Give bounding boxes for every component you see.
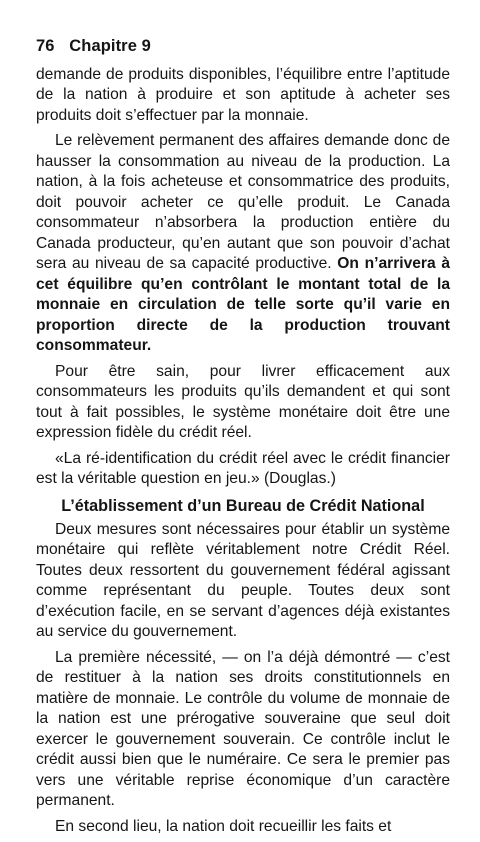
paragraph-consumption-text: Le relèvement permanent des affaires demande donc de hausser la consommation au niveau de la production. La nation, à la fois acheteuse et consommatrice des produits, doit pouvoir acheter ce qu’elle produit. Le Canada consommateur n’absorbera la production entière du Canada producteur, qu’en autant que son pouvoir d’achat sera au niveau de sa capacité productive. xyxy=(36,132,450,272)
running-head xyxy=(36,36,450,57)
paragraph-consumption-emphasis: On n’arrivera à cet équilibre qu’en contrôlant le montant total de la monnaie en circulation de telle sorte qu’il varie en proportion directe de la production trouvant consommateur. xyxy=(36,255,450,354)
paragraph-consumption xyxy=(36,131,450,357)
douglas-quote: «La ré-identification du crédit réel avec le crédit financier est la véritable question en jeu.» (Douglas.) xyxy=(36,449,450,487)
paragraph-two-measures: Deux mesures sont nécessaires pour établir un système monétaire qui reflète véritablement notre Crédit Réel. Toutes deux ressortent du gouvernement fédéral agissant comme représentant du peuple. Toutes deux sont d’exécution facile, en se servant d’agences déjà existantes au service du gouvernement. xyxy=(36,520,450,640)
paragraph-monetary-system: Pour être sain, pour livrer efficacement aux consommateurs les produits qu’ils demandent et qui sont tout à fait possibles, le système monétaire doit être une expression fidèle du crédit réel. xyxy=(36,362,450,441)
paragraph-second: En second lieu, la nation doit recueillir les faits et xyxy=(55,817,392,835)
book-page xyxy=(36,36,450,842)
chapter-title: Chapitre 9 xyxy=(69,37,151,55)
section-heading: L’établissement d’un Bureau de Crédit National xyxy=(61,496,425,515)
page-number: 76 xyxy=(36,37,55,55)
paragraph-first-necessity: La première nécessité, — on l’a déjà démontré — c’est de restituer à la nation ses droits constitutionnels en matière de monnaie. Le contrôle du volume de monnaie de la nation est une prérogative souveraine que seul doit exercer le gouvernement souverain. Ce contrôle inclut le crédit aussi bien que le numéraire. Ce sera le premier pas vers une véritable reprise économique d’un caractère permanent. xyxy=(36,648,450,809)
paragraph-continued: demande de produits disponibles, l’équilibre entre l’aptitude de la nation à produire et son aptitude à acheter ses produits doit s’effectuer par la monnaie. xyxy=(36,65,450,124)
